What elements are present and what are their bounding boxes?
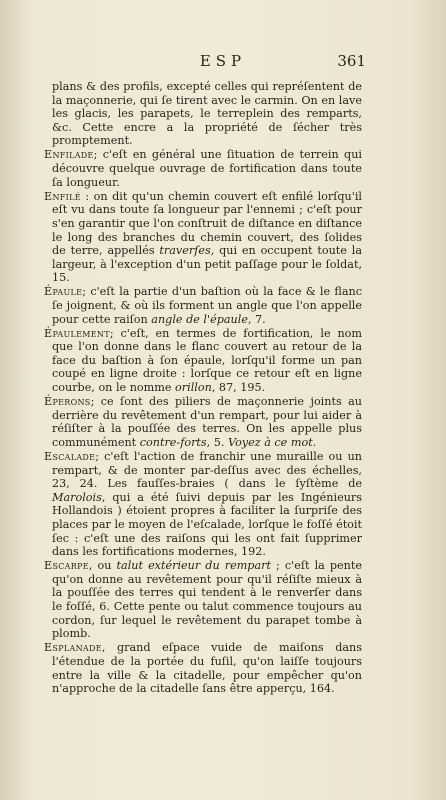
entry-headword: Escalade bbox=[44, 450, 96, 464]
entry-continuation: plans & des profils, excepté celles qui repréſentent de la maçonnerie, qui ſe tirent avec le carmin. On en lave les glacis, les parapets, le terreplein des remparts, &c. Cette encre a la propriété de ſécher très promptement. bbox=[52, 80, 362, 148]
entry-headword: Éperons bbox=[44, 395, 91, 409]
entry-escalade: Escalade; c'eſt l'action de franchir une muraille ou un rempart, & de monter par-deſſus avec des échelles, 23, 24. Les fauſſes-braies ( dans le ſyſtème de Marolois, qui a été ſuivi depuis par les Ingénieurs Hollandois ) étoient propres à faciliter la ſurpriſe des places par le moyen de l'eſcalade, lorſque le foſſé étoit ſec : c'eſt une des raiſons qui les ont fait ſupprimer dans les fortifications modernes, 192. bbox=[44, 450, 362, 559]
entry-headword: Esplanade bbox=[44, 641, 102, 655]
entry-enfile: Enfilé : on dit qu'un chemin couvert eſt enfilé lorſqu'il eſt vu dans toute ſa longueur par l'ennemi ; c'eſt pour s'en garantir que l'on conſtruit de diſtance en diſtance le long des branches du chemin couvert, des ſolides de terre, appellés traverſes, qui en occupent toute la largeur, à l'exception d'un petit paſſage pour le ſoldat, 15. bbox=[44, 189, 362, 285]
page-body bbox=[44, 80, 362, 696]
entry-eperons: Éperons; ce ſont des piliers de maçonnerie joints au derrière du revêtement d'un rempart, pour lui aider à réſiſter à la pouſſée des terres. On les appelle plus communément contre-forts, 5. Voyez à ce mot. bbox=[44, 395, 362, 449]
entry-escarpe: Escarpe, ou talut extérieur du rempart ; c'eſt la pente qu'on donne au revêtement pour qu'il réſiſte mieux à la pouſſée des terres qui tendent à le renverſer dans le foſſé, 6. Cette pente ou talut commence toujours au cordon, ſur lequel le revêtement du parapet tombe à plomb. bbox=[44, 559, 362, 641]
entry-headword: Enfilade bbox=[44, 148, 94, 162]
entry-enfilade: Enfilade; c'eſt en général une ſituation de terrein qui découvre quelque ouvrage de fortification dans toute ſa longueur. bbox=[44, 148, 362, 189]
entry-epaulement: Épaulement; c'eſt, en termes de fortification, le nom que l'on donne dans le flanc couvert au retour de la face du baſtion à ſon épaule, lorſqu'il forme un pan coupé en ligne droite : lorſque ce retour eſt en ligne courbe, on le nomme orillon, 87, 195. bbox=[44, 326, 362, 395]
entry-esplanade: Esplanade, grand eſpace vuide de maiſons dans l'étendue de la portée du fuſil, qu'on laiſſe toujours entre la ville & la citadelle, pour empêcher qu'on n'approche de la citadelle ſans être apperçu, 164. bbox=[44, 641, 362, 696]
running-head: ESP bbox=[199, 52, 247, 70]
entry-headword: Épaule bbox=[44, 285, 83, 299]
entry-epaule: Épaule; c'eſt la partie d'un baſtion où la face & le flanc ſe joignent, & où ils forment un angle que l'on appelle pour cette raiſon angle de l'épaule, 7. bbox=[44, 285, 362, 326]
page-header bbox=[0, 52, 446, 72]
page-number: 361 bbox=[337, 52, 366, 70]
entry-headword: Épaulement bbox=[44, 326, 110, 340]
entry-headword: Enfilé bbox=[44, 189, 81, 203]
entry-headword: Escarpe bbox=[44, 559, 89, 573]
